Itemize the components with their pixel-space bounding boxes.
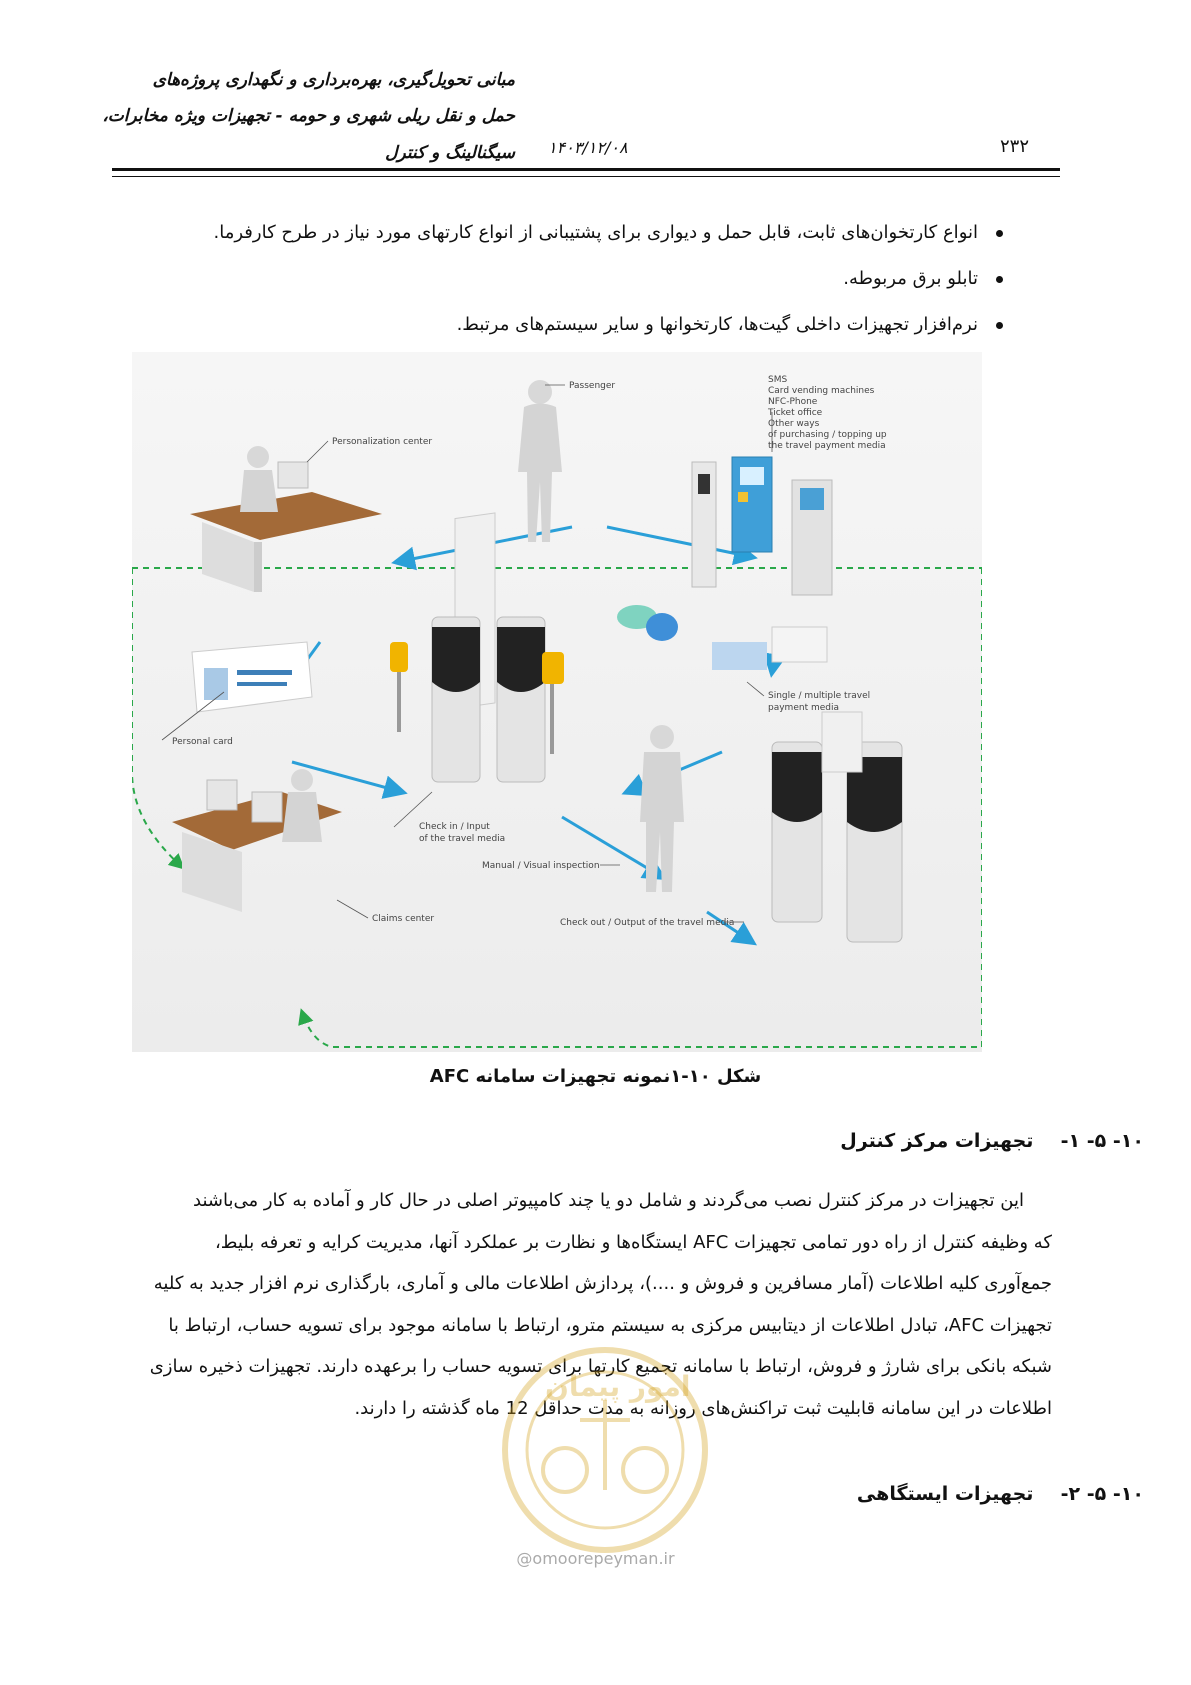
paragraph-line: این تجهیزات در مرکز کنترل نصب می‌گردند و شامل دو یا چند کامپیوتر اصلی در حال کار و آماده به کار می‌باشند xyxy=(193,1190,1024,1211)
section-heading-station-equipment xyxy=(857,1483,1144,1505)
label-single-multiple-1: Single / multiple travel xyxy=(768,691,871,701)
label-vending-line: Other ways xyxy=(768,419,820,429)
section-heading-control-center xyxy=(840,1130,1144,1152)
page-number: ۲۳۲ xyxy=(1000,136,1030,157)
paragraph-line: جمع‌آوری کلیه اطلاعات (آمار مسافرین و فروش و ....)، پردازش اطلاعات مالی و آماری، بارگذاری نرم افزار جدید به کلیه xyxy=(153,1273,1052,1294)
label-passenger: Passenger xyxy=(569,381,616,391)
paragraph-line: تجهیزات AFC، تبادل اطلاعات از دیتابیس مرکزی به سیستم مترو، ارتباط با سامانه موجود برای تسویه حساب، ارتباط با xyxy=(168,1314,1052,1336)
label-vending-line: of purchasing / topping up xyxy=(768,430,887,440)
header-date: ۱۴۰۳/۱۲/۰۸ xyxy=(548,138,628,157)
label-vending-line: Card vending machines xyxy=(768,386,875,396)
label-check-out: Check out / Output of the travel media xyxy=(560,918,735,928)
bullet-item xyxy=(843,268,1003,289)
label-claims-center: Claims center xyxy=(372,914,435,924)
bullet-text: نرم‌افزار تجهیزات داخلی گیت‌ها، کارتخوانها و سایر سیستم‌های مرتبط. xyxy=(456,314,978,335)
header-title-line3: سیگنالینگ و کنترل xyxy=(385,143,515,163)
label-personalization: Personalization center xyxy=(332,437,433,447)
label-vending-line: Ticket office xyxy=(768,408,823,418)
bullet-text: انواع کارتخوان‌های ثابت، قابل حمل و دیواری برای پشتیبانی از انواع کارتهای مورد نیاز در طرح کارفرما. xyxy=(213,222,978,243)
header-title-line1: مبانی تحویل‌گیری، بهره‌برداری و نگهداری پروژه‌های xyxy=(152,70,515,90)
watermark-url: @omoorepeyman.ir xyxy=(516,1549,675,1568)
bullet-item xyxy=(214,222,1003,243)
header-title-line2: حمل و نقل ریلی شهری و حومه - تجهیزات ویژه مخابرات، xyxy=(102,106,515,126)
paragraph-line: شبکه بانکی برای شارژ و فروش، ارتباط با سامانه تجمیع کارتها برای تسویه حساب را برعهده دارند. تجهیزات ذخیره سازی xyxy=(149,1356,1052,1377)
label-vending-line: the travel payment media xyxy=(768,441,886,451)
watermark-logo-text: امور پیمان xyxy=(545,1370,691,1403)
afc-equipment-figure xyxy=(132,352,982,1052)
label-single-multiple-2: payment media xyxy=(768,703,839,713)
section-title: تجهیزات ایستگاهی xyxy=(856,1483,1034,1505)
label-manual-inspection: Manual / Visual inspection xyxy=(482,861,600,871)
paragraph-line: اطلاعات در این سامانه قابلیت ثبت تراکنش‌های روزانه به مدت حداقل 12 ماه گذشته را دارند. xyxy=(354,1397,1052,1419)
header-rule-thin xyxy=(112,176,1060,177)
section-number: ۱۰- ۵- ۲- xyxy=(1060,1483,1144,1505)
bullet-text: تابلو برق مربوطه. xyxy=(843,268,978,289)
section-title: تجهیزات مرکز کنترل xyxy=(840,1130,1034,1152)
bullet-dot-icon xyxy=(996,322,1003,329)
bullet-item xyxy=(457,314,1003,335)
label-check-in-2: of the travel media xyxy=(419,834,506,844)
label-vending-line: NFC-Phone xyxy=(768,397,818,407)
label-personal-card: Personal card xyxy=(172,737,233,747)
section-number: ۱۰- ۵- ۱- xyxy=(1060,1130,1144,1152)
label-check-in-1: Check in / Input xyxy=(419,822,490,832)
label-vending-line: SMS xyxy=(768,375,788,385)
bullet-dot-icon xyxy=(996,276,1003,283)
header-rule-thick xyxy=(112,168,1060,171)
paragraph-line: که وظیفه کنترل از راه دور تمامی تجهیزات AFC ایستگاه‌ها و نظارت بر عملکرد آنها، مدیریت کرایه و تعرفه بلیط، xyxy=(214,1231,1052,1253)
figure-caption: شکل ۱۰-۱نمونه تجهیزات سامانه AFC xyxy=(429,1066,762,1087)
bullet-dot-icon xyxy=(996,230,1003,237)
